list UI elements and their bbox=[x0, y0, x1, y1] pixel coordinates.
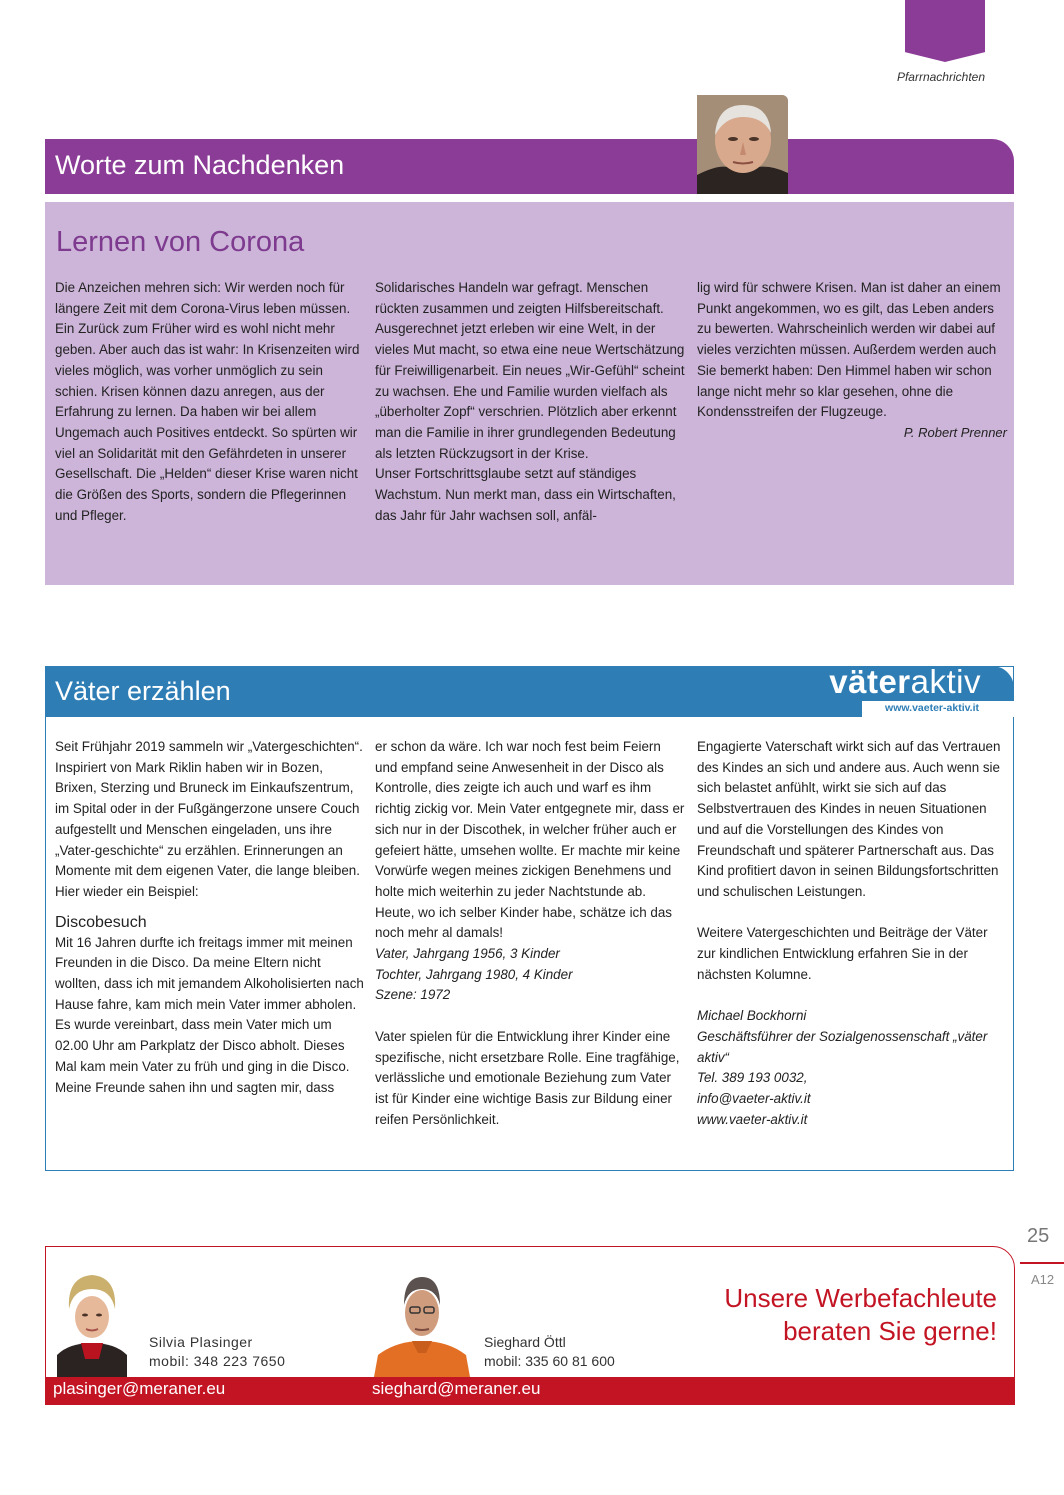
article-headline: Lernen von Corona bbox=[56, 226, 305, 258]
logo-url[interactable]: www.vaeter-aktiv.it bbox=[885, 702, 979, 714]
info-paragraph: Weitere Vatergeschichten und Beiträge der Väter zur kindlichen Entwicklung erfahren Sie in der nächsten Kolumne. bbox=[697, 925, 988, 982]
logo-bold-part: väter bbox=[829, 663, 911, 700]
section2-title: Väter erzählen bbox=[55, 676, 231, 706]
story-subheading: Discobesuch bbox=[55, 913, 147, 931]
story-column-1 bbox=[55, 737, 365, 1098]
contact-role: Geschäftsführer der Sozialgenossenschaft „väter aktiv“ bbox=[697, 1028, 988, 1065]
article-paragraph: Die Anzeichen mehren sich: Wir werden noch für längere Zeit mit dem Corona-Virus leben müssen. Ein Zurück zum Früher wird es wohl nicht mehr geben. Aber auch das ist wahr: In Krisenzeiten wird vieles möglich, was vorher unmöglich zu sein schien. Krisen können dazu anregen, aus der Erfahrung zu lernen. Da haben wir bei allem Ungemach auch Positives entdeckt. So spürten wir viel an Solidarität mit den Gefährdeten in unserer Gesellschaft. Die „Helden“ dieser Krise waren nicht die Größen des Sports, sondern die Pflegerinnen und Pfleger. bbox=[55, 280, 360, 523]
ad-slogan-line: beraten Sie gerne! bbox=[783, 1316, 997, 1346]
story-paragraph: er schon da wäre. Ich war noch fest beim Feiern und empfand seine Anwesenheit in der Disco als Kontrolle, dies zeigte ich auch und warf es ihm richtig zickig vor. Mein Vater entgegnete mir, dass er sich nur in der Discothek, in welcher früher auch er gefeiert hätte, umsehen wollte. Er machte mir keine Vorwürfe wegen meines zickigen Benehmens und holte mich weiterhin zu jeder Nachtstunde ab. Heute, wo ich selber Kinder habe, schätze ich das noch mehr al damals! bbox=[375, 739, 685, 941]
intro-paragraph: Seit Frühjahr 2019 sammeln wir „Vatergeschichten“. Inspiriert von Mark Riklin haben wir in Bozen, Brixen, Sterzing und Bruneck im Einkaufszentrum, im Spital oder in der Fußgängerzone unsere Couch aufgestellt und Menschen eingeladen, uns ihre „Vater-geschichte“ zu erzählen. Erinnerungen an Momente mit dem eigenen Vater, die lange bleiben. Hier wieder ein Beispiel: bbox=[55, 739, 363, 899]
logo-wordmark bbox=[829, 663, 981, 701]
story-signature: Vater, Jahrgang 1956, 3 Kinder bbox=[375, 946, 560, 962]
contact-phone: Tel. 389 193 0032, bbox=[697, 1070, 808, 1086]
story-column-2 bbox=[375, 737, 685, 1130]
article-author: P. Robert Prenner bbox=[903, 424, 1007, 440]
page-number-divider bbox=[1020, 1262, 1064, 1264]
article-column-3 bbox=[697, 278, 1007, 444]
contact-email[interactable]: info@vaeter-aktiv.it bbox=[697, 1090, 811, 1106]
contact-email-link[interactable]: sieghard@meraner.eu bbox=[372, 1379, 541, 1398]
logo-url-strip bbox=[862, 701, 1014, 717]
article-column-2 bbox=[375, 278, 685, 526]
page-number: 25 bbox=[1027, 1225, 1050, 1247]
story-column-3 bbox=[697, 737, 1007, 1130]
info-paragraph: Vater spielen für die Entwicklung ihrer Kinder eine spezifische, nicht ersetzbare Rolle. Eine tragfähige, verlässliche und emotionale Beziehung zum Vater ist für Kinder eine wichtige Basis zur Bildung einer reifen Persönlichkeit. bbox=[375, 1028, 680, 1127]
story-paragraph: Mit 16 Jahren durfte ich freitags immer mit meinen Freunden in die Disco. Da meine Eltern nicht wollten, dass ich mit jemandem Alkoholisierten nach Hause fahre, kam mich mein Vater immer abholen. Es wurde vereinbart, dass mein Vater mich um 02.00 Uhr am Parkplatz der Disco abholt. Dieses Mal kam mein Vater zu früh und ging in die Disco. Meine Freunde sahen ihn und sagten mir, dass bbox=[55, 934, 364, 1095]
article-column-1 bbox=[55, 278, 360, 526]
person-photo-silvia bbox=[55, 1247, 129, 1377]
info-paragraph: Engagierte Vaterschaft wirkt sich auf das Vertrauen des Kindes an sich und andere aus. Auch wenn sie sich belastet anfühlt, wirkt sie sich auf das Selbstvertrauen des Kindes in neuen Situationen und auf die Vorstellungen des Kindes von Freundschaft und späterer Partnerschaft aus. Das Kind profitiert davon in seinen Bildungsfortschritten und schulischen Leistungen. bbox=[697, 739, 1001, 899]
story-signature: Szene: 1972 bbox=[375, 987, 451, 1003]
contact-name: Michael Bockhorni bbox=[697, 1008, 807, 1024]
contact-person-mobile: mobil: 335 60 81 600 bbox=[484, 1353, 615, 1369]
article-paragraph: Unser Fortschrittsglaube setzt auf ständiges Wachstum. Nun merkt man, dass ein Wirtschaften, das Jahr für Jahr wachsen soll, anfäl- bbox=[375, 466, 676, 523]
contact-website[interactable]: www.vaeter-aktiv.it bbox=[697, 1111, 808, 1127]
logo-light-part: aktiv bbox=[910, 663, 981, 700]
contact-person-name: Silvia Plasinger bbox=[149, 1334, 253, 1350]
person-photo-sieghard bbox=[368, 1247, 476, 1377]
story-signature: Tochter, Jahrgang 1980, 4 Kinder bbox=[375, 966, 573, 982]
ad-slogan-line: Unsere Werbefachleute bbox=[724, 1283, 997, 1313]
section-tab-marker bbox=[905, 0, 985, 62]
section-label: Pfarrnachrichten bbox=[896, 70, 985, 84]
article-paragraph: lig wird für schwere Krisen. Man ist daher an einem Punkt angekommen, wo es gilt, das Leben anders zu bewerten. Wahrscheinlich werden wir dabei auf vieles verzichten müssen. Außerdem werden auch Sie bemerkt haben: Den Himmel haben wir schon lange nicht mehr so klar gesehen, ohne die Kondensstreifen der Flugzeuge. bbox=[697, 280, 1001, 420]
ad-slogan bbox=[724, 1282, 997, 1348]
section1-title: Worte zum Nachdenken bbox=[55, 150, 345, 180]
contact-email-link[interactable]: plasinger@meraner.eu bbox=[53, 1379, 226, 1398]
page-code: A12 bbox=[1031, 1272, 1055, 1287]
contact-person-mobile: mobil: 348 223 7650 bbox=[149, 1353, 286, 1369]
vaeter-aktiv-logo bbox=[798, 663, 1014, 717]
author-portrait-photo bbox=[697, 95, 788, 194]
contact-person-name: Sieghard Öttl bbox=[484, 1334, 566, 1350]
article-paragraph: Solidarisches Handeln war gefragt. Menschen rückten zusammen und zeigten Hilfsbereitschaft. Ausgerechnet jetzt erleben wir eine Welt, in der vieles Mut macht, so etwa eine neue Wertschätzung für Freiwilligenarbeit. Ein neues „Wir-Gefühl“ scheint zu wachsen. Ehe und Familie wurden vielfach als „überholter Zopf“ verschrien. Plötzlich aber erkennt man die Familie in ihrer grundlegenden Bedeutung als letzten Rückzugsort in der Krise. bbox=[375, 280, 685, 461]
